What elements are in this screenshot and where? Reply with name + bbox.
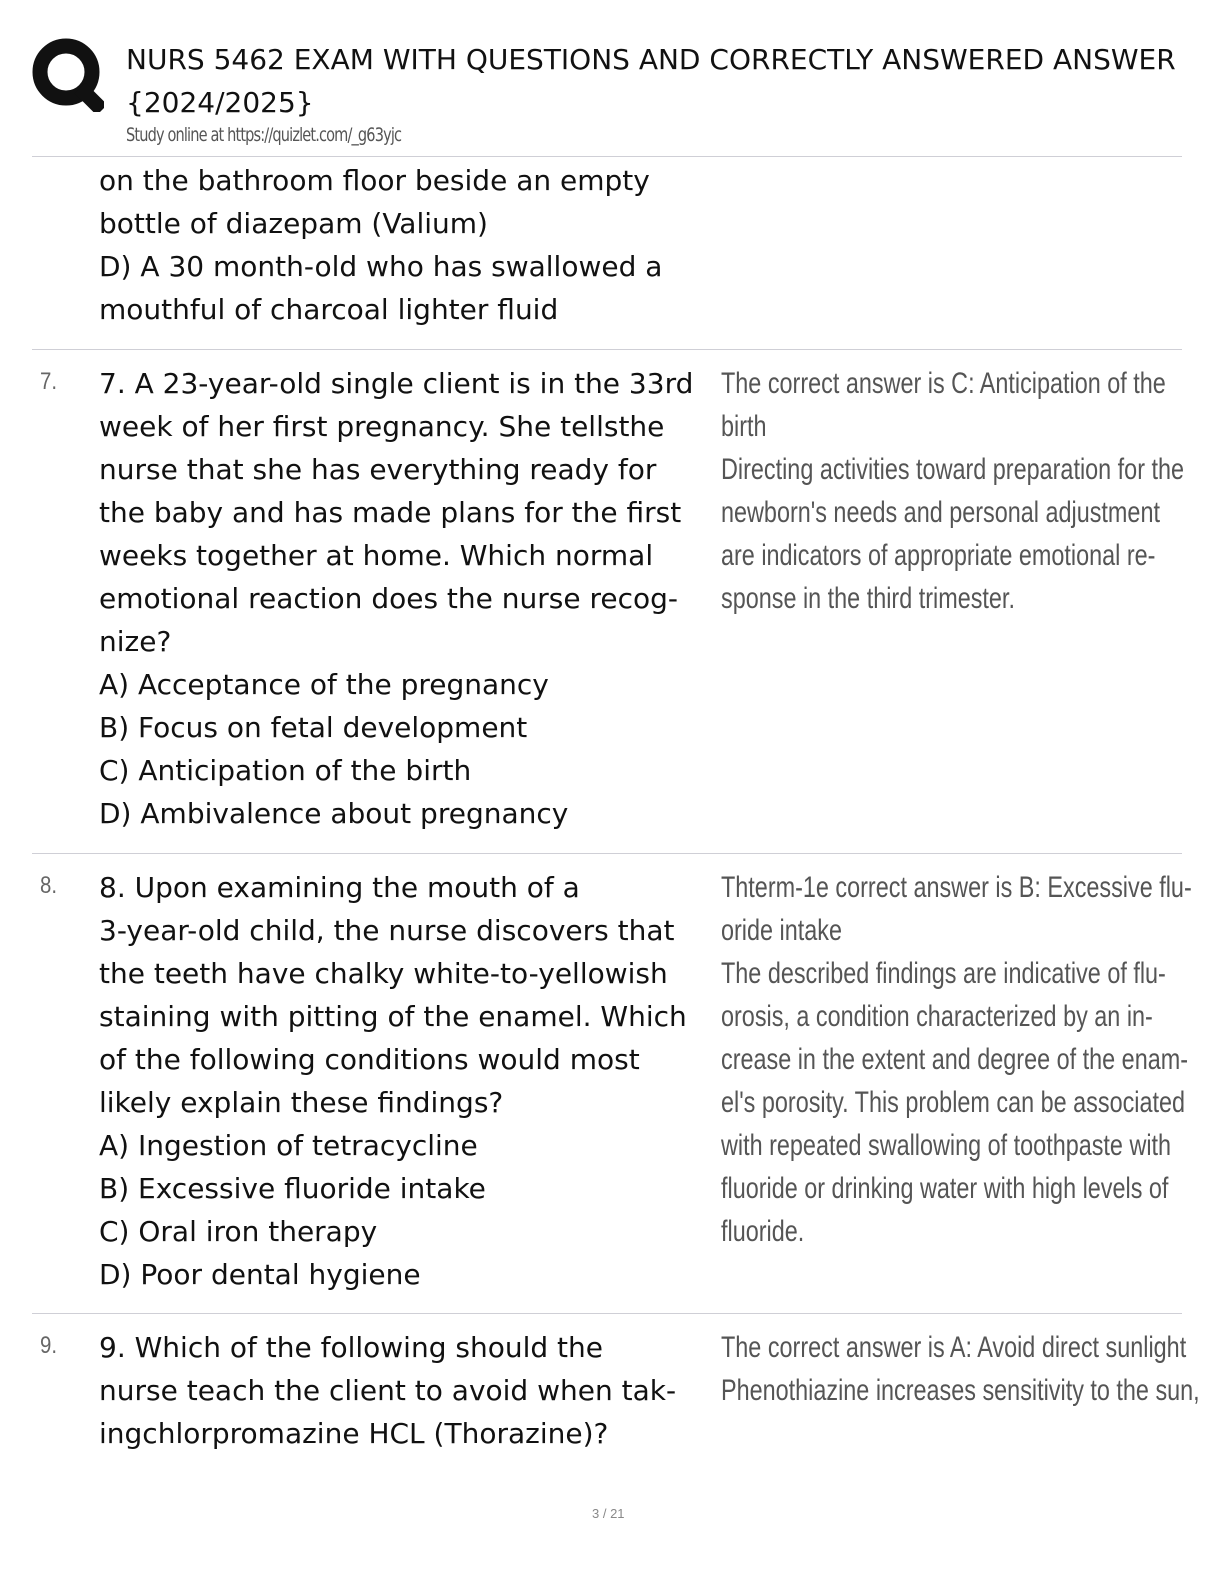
question-line: on the bathroom floor beside an empty <box>99 164 650 197</box>
answer-text <box>721 866 1192 1253</box>
question-line: 7. A 23-year-old single client is in the 33rd <box>99 367 694 400</box>
answer-text <box>721 1326 1200 1412</box>
card-divider <box>32 349 1182 350</box>
option-a: A) Acceptance of the pregnancy <box>99 668 549 701</box>
answer-line: with repeated swallowing of toothpaste with <box>721 1129 1172 1162</box>
title-line-1: NURS 5462 EXAM WITH QUESTIONS AND CORRECTLY ANSWERED ANSWER <box>126 43 1176 76</box>
question-text <box>99 362 719 835</box>
card-divider <box>32 1313 1182 1314</box>
question-line: nurse teach the client to avoid when tak- <box>99 1374 677 1407</box>
question-text <box>99 1326 719 1455</box>
document-title <box>126 38 1224 124</box>
answer-line: The described findings are indicative of flu- <box>721 957 1166 990</box>
question-line: D) A 30 month-old who has swallowed a <box>99 250 663 283</box>
option-d: D) Ambivalence about pregnancy <box>99 797 569 830</box>
question-line: 9. Which of the following should the <box>99 1331 603 1364</box>
answer-line: The correct answer is A: Avoid direct sunlight <box>721 1331 1187 1364</box>
study-online-link[interactable]: Study online at https://quizlet.com/_g63yjc <box>126 124 402 146</box>
answer-line: Directing activities toward preparation for the <box>721 453 1185 486</box>
question-line: the baby and has made plans for the first <box>99 496 682 529</box>
answer-line: fluoride. <box>721 1215 805 1248</box>
option-b: B) Excessive fluoride intake <box>99 1172 486 1205</box>
page-number: 3 / 21 <box>592 1506 625 1521</box>
card-number: 7. <box>40 368 58 395</box>
question-line: 8. Upon examining the mouth of a <box>99 871 580 904</box>
question-line: nurse that she has everything ready for <box>99 453 657 486</box>
answer-line: newborn's needs and personal adjustment <box>721 496 1160 529</box>
header-divider <box>32 156 1182 157</box>
card-number: 8. <box>40 872 58 899</box>
question-line: 3-year-old child, the nurse discovers that <box>99 914 675 947</box>
answer-line: sponse in the third trimester. <box>721 582 1015 615</box>
card-number: 9. <box>40 1332 58 1359</box>
question-line: the teeth have chalky white-to-yellowish <box>99 957 668 990</box>
option-b: B) Focus on fetal development <box>99 711 528 744</box>
answer-line: fluoride or drinking water with high levels of <box>721 1172 1169 1205</box>
question-line: week of her first pregnancy. She tellsthe <box>99 410 665 443</box>
answer-line: el's porosity. This problem can be associated <box>721 1086 1186 1119</box>
question-line: nize? <box>99 625 172 658</box>
card-divider <box>32 853 1182 854</box>
question-line: likely explain these findings? <box>99 1086 504 1119</box>
answer-text <box>721 362 1185 620</box>
title-line-2: {2024/2025} <box>126 86 314 119</box>
answer-line: Phenothiazine increases sensitivity to the sun, <box>721 1374 1200 1407</box>
question-text <box>99 866 719 1296</box>
question-line: mouthful of charcoal lighter fluid <box>99 293 559 326</box>
answer-line: The correct answer is C: Anticipation of the <box>721 367 1166 400</box>
question-line: of the following conditions would most <box>99 1043 640 1076</box>
question-line: ingchlorpromazine HCL (Thorazine)? <box>99 1417 609 1450</box>
question-line: staining with pitting of the enamel. Which <box>99 1000 687 1033</box>
answer-line: are indicators of appropriate emotional re- <box>721 539 1156 572</box>
option-d: D) Poor dental hygiene <box>99 1258 421 1291</box>
option-a: A) Ingestion of tetracycline <box>99 1129 478 1162</box>
answer-line: Thterm-1e correct answer is B: Excessive flu- <box>721 871 1192 904</box>
answer-line: birth <box>721 410 767 443</box>
question-line: weeks together at home. Which normal <box>99 539 654 572</box>
answer-line: oride intake <box>721 914 842 947</box>
question-line: emotional reaction does the nurse recog- <box>99 582 679 615</box>
continued-question-text <box>99 159 719 331</box>
quizlet-logo-icon <box>32 34 104 112</box>
answer-line: crease in the extent and degree of the enam- <box>721 1043 1189 1076</box>
answer-line: orosis, a condition characterized by an in- <box>721 1000 1153 1033</box>
question-line: bottle of diazepam (Valium) <box>99 207 488 240</box>
option-c: C) Anticipation of the birth <box>99 754 472 787</box>
option-c: C) Oral iron therapy <box>99 1215 378 1248</box>
